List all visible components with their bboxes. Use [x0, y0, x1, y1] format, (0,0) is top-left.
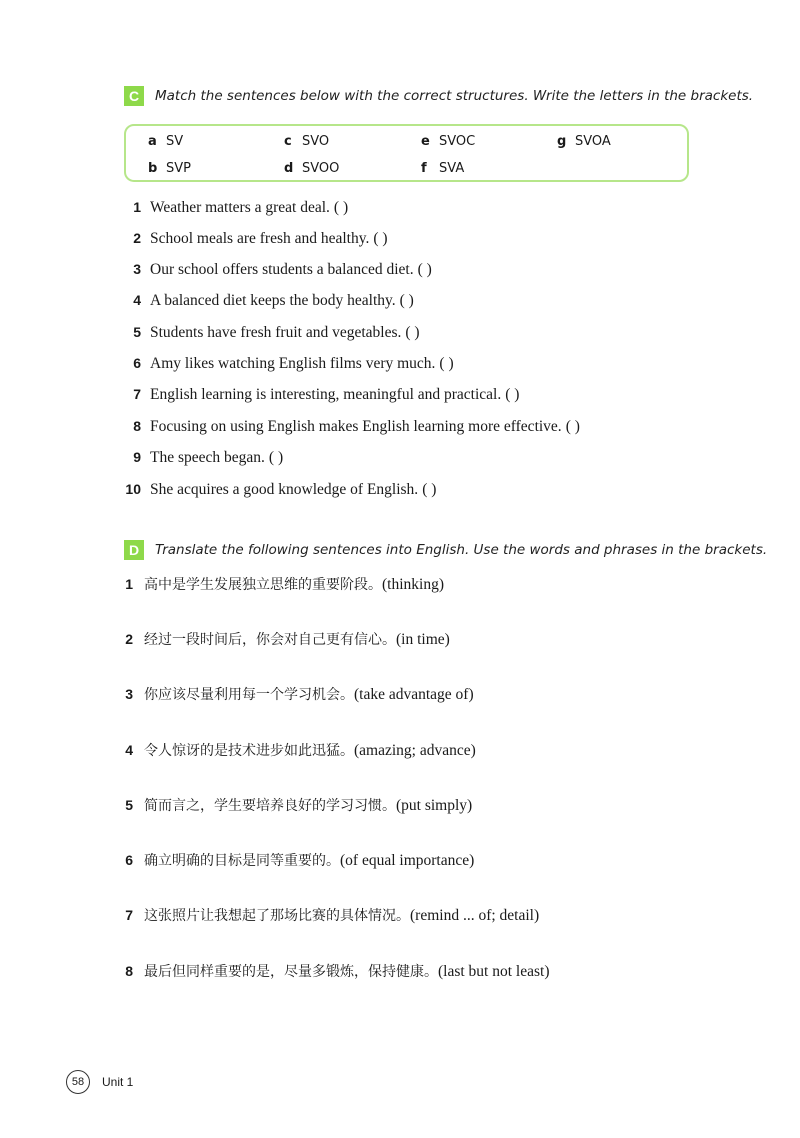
section-c-instruction: Match the sentences below with the correct structures. Write the letters in the brackets. — [155, 88, 754, 104]
section-c-header — [124, 86, 753, 106]
match-item: 1 Weather matters a great deal. ( ) — [133, 199, 349, 216]
answer-bracket[interactable]: ( ) — [505, 386, 520, 403]
option-c: c SVO — [284, 134, 330, 149]
translate-item: 6 确立明确的目标是同等重要的。 (of equal importance) — [125, 852, 475, 869]
match-item: 7 English learning is interesting, meaningful and practical. ( ) — [133, 386, 520, 403]
match-item: 3 Our school offers students a balanced diet. ( ) — [133, 261, 432, 278]
translate-item: 2 经过一段时间后，你会对自己更有信心。 (in time) — [125, 631, 450, 648]
answer-bracket[interactable]: ( ) — [333, 199, 349, 216]
section-c-badge: C — [124, 86, 144, 106]
match-item: 4 A balanced diet keeps the body healthy. ( ) — [133, 292, 414, 309]
translate-item: 5 简而言之，学生要培养良好的学习习惯。 (put simply) — [125, 797, 473, 814]
option-d: d SVOO — [284, 161, 340, 176]
match-item: 9 The speech began. ( ) — [133, 449, 284, 466]
translate-item: 1 高中是学生发展独立思维的重要阶段。 (thinking) — [125, 576, 444, 593]
match-item: 6 Amy likes watching English films very much. ( ) — [133, 355, 454, 372]
translate-item: 7 这张照片让我想起了那场比赛的具体情况。 (remind ... of; detail) — [125, 907, 540, 924]
section-d-header — [124, 540, 767, 560]
option-g: g SVOA — [557, 134, 611, 149]
answer-bracket[interactable]: ( ) — [399, 292, 414, 309]
answer-bracket[interactable]: ( ) — [417, 261, 432, 278]
option-b: b SVP — [148, 161, 191, 176]
match-item: 10 She acquires a good knowledge of English. ( ) — [125, 481, 437, 498]
unit-label: Unit 1 — [102, 1075, 134, 1089]
translate-item: 8 最后但同样重要的是，尽量多锻炼，保持健康。 (last but not least) — [125, 963, 550, 980]
answer-bracket[interactable]: ( ) — [439, 355, 454, 372]
translate-item: 4 令人惊讶的是技术进步如此迅猛。 (amazing; advance) — [125, 742, 476, 759]
match-item: 5 Students have fresh fruit and vegetables. ( ) — [133, 324, 420, 341]
answer-bracket[interactable]: ( ) — [373, 230, 388, 247]
answer-bracket[interactable]: ( ) — [565, 418, 580, 435]
answer-bracket[interactable]: ( ) — [268, 449, 284, 466]
option-a: a SV — [148, 134, 184, 149]
match-item: 2 School meals are fresh and healthy. ( ) — [133, 230, 388, 247]
page-footer — [66, 1070, 133, 1094]
structure-options-box — [124, 124, 689, 182]
match-item: 8 Focusing on using English makes English learning more effective. ( ) — [133, 418, 580, 435]
section-d-badge: D — [124, 540, 144, 560]
option-f: f SVA — [421, 161, 465, 176]
answer-bracket[interactable]: ( ) — [422, 481, 437, 498]
option-e: e SVOC — [421, 134, 476, 149]
page-number: 58 — [66, 1070, 90, 1094]
section-d-instruction: Translate the following sentences into English. Use the words and phrases in the brackets. — [155, 542, 768, 558]
translate-item: 3 你应该尽量利用每一个学习机会。 (take advantage of) — [125, 686, 474, 703]
answer-bracket[interactable]: ( ) — [405, 324, 420, 341]
